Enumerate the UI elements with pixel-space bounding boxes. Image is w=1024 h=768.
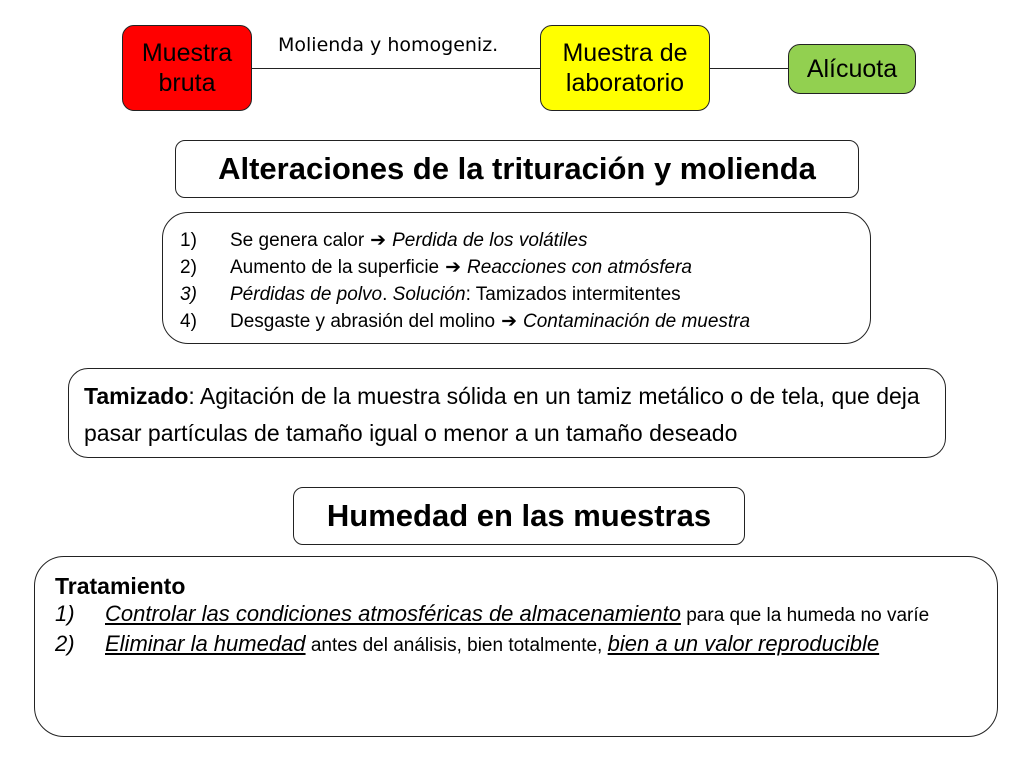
- alteracion-item-4: [180, 308, 750, 335]
- node-muestra-bruta: Muestra bruta: [122, 25, 252, 111]
- item-cause: Pérdidas de polvo: [230, 284, 383, 305]
- tamizado-text: : Agitación de la muestra sólida en un tamiz metálico o de tela, que deja pasar partículas de tamaño igual o menor a un tamaño deseado: [84, 383, 920, 446]
- humedad-title: Humedad en las muestras: [293, 487, 745, 545]
- tratamiento-item-2: [55, 630, 935, 660]
- item-number: 3): [180, 284, 197, 305]
- item-cause: Se genera calor: [230, 230, 365, 251]
- item-cause: Desgaste y abrasión del molino: [230, 311, 496, 332]
- arrow-right-icon: ➔: [445, 257, 462, 278]
- item-separator: .: [382, 284, 393, 305]
- item-rest: antes del análisis, bien totalmente,: [305, 635, 608, 656]
- item-effect: Perdida de los volátiles: [392, 230, 588, 251]
- item-effect: Contaminación de muestra: [523, 311, 751, 332]
- node-alicuota: Alícuota: [788, 44, 916, 94]
- arrow-right-icon: ➔: [501, 311, 518, 332]
- edge-laboratorio-alicuota: [709, 68, 790, 69]
- item-number: 1): [180, 230, 197, 251]
- item-solution-label: Solución: [392, 284, 466, 305]
- item-emphasis: Eliminar la humedad: [105, 631, 306, 656]
- node-muestra-laboratorio: Muestra de laboratorio: [540, 25, 710, 111]
- tamizado-term: Tamizado: [84, 383, 189, 409]
- tratamiento-panel: [34, 556, 998, 737]
- arrow-right-icon: ➔: [370, 230, 387, 251]
- item-cause: Aumento de la superficie: [230, 257, 440, 278]
- alteraciones-panel: [162, 212, 871, 344]
- tamizado-panel: [68, 368, 946, 458]
- tratamiento-list: [55, 600, 935, 660]
- item-text: [105, 600, 929, 630]
- edge-bruta-laboratorio: [251, 68, 541, 69]
- item-emphasis-2: bien a un valor reproducible: [607, 631, 880, 656]
- item-number: 1): [55, 601, 75, 626]
- item-number: 2): [55, 631, 75, 656]
- alteracion-item-2: [180, 254, 750, 281]
- alteracion-item-3: [180, 281, 750, 308]
- item-number: 2): [180, 257, 197, 278]
- item-number: 4): [180, 311, 197, 332]
- alteraciones-list: [180, 227, 750, 335]
- tratamiento-item-1: [55, 600, 935, 630]
- alteraciones-title: Alteraciones de la trituración y molienda: [175, 140, 859, 198]
- item-effect: Reacciones con atmósfera: [467, 257, 692, 278]
- tamizado-definition: [84, 378, 939, 452]
- item-text: [105, 630, 879, 660]
- edge-label-molienda: Molienda y homogeniz.: [278, 34, 499, 56]
- tratamiento-heading: Tratamiento: [55, 573, 186, 599]
- item-solution: : Tamizados intermitentes: [465, 284, 681, 305]
- item-emphasis: Controlar las condiciones atmosféricas de almacenamiento: [105, 601, 681, 626]
- item-rest: para que la humeda no varíe: [680, 605, 930, 626]
- alteracion-item-1: [180, 227, 750, 254]
